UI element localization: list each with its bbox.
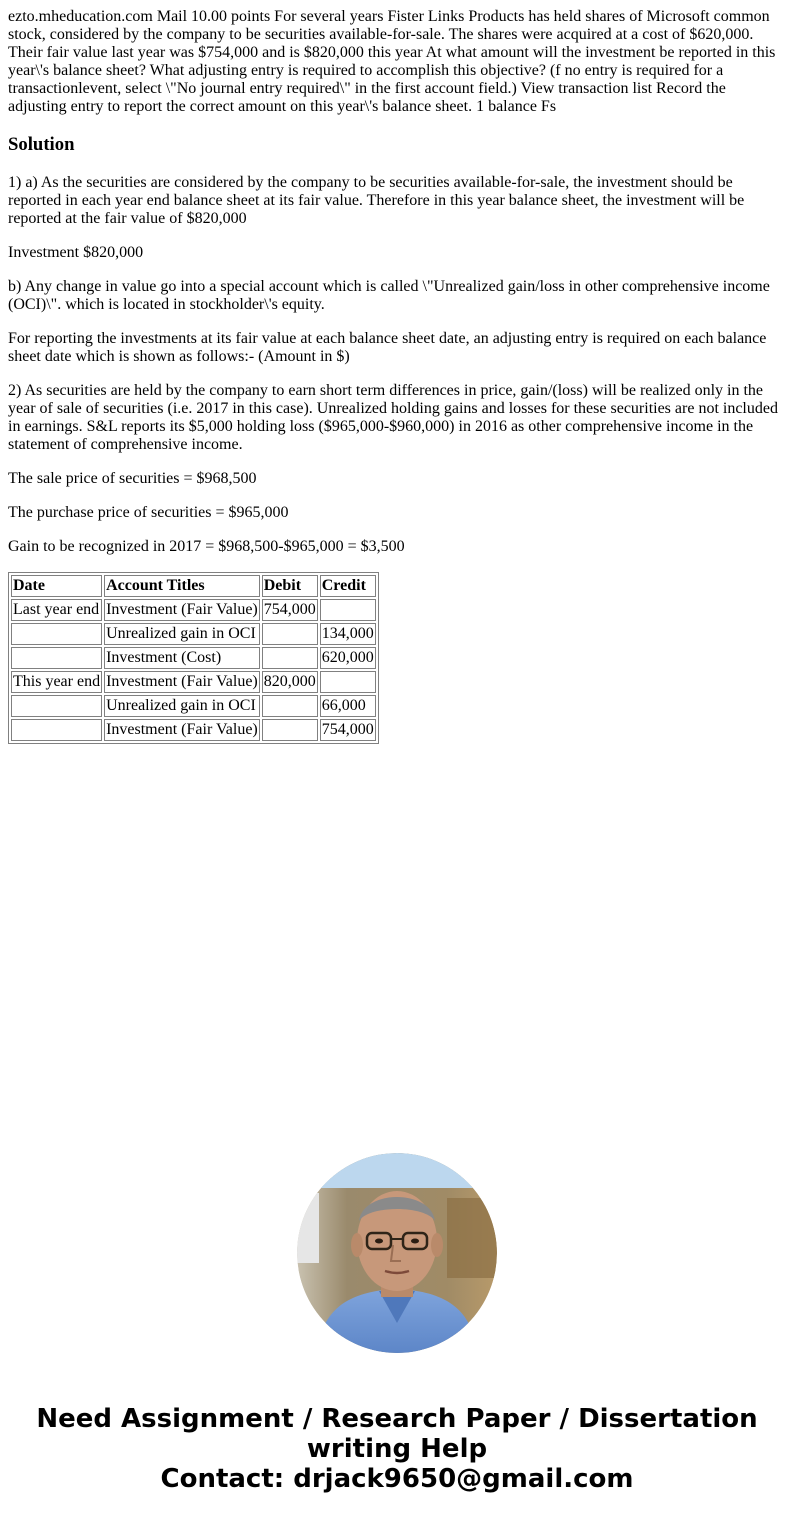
table-header-row [11,575,376,597]
cell-date [11,695,102,717]
cell-account: Investment (Fair Value) [104,719,260,741]
cell-credit [320,599,376,621]
header-credit: Credit [320,575,376,597]
header-debit: Debit [262,575,318,597]
header-date: Date [11,575,102,597]
solution-paragraph: 1) a) As the securities are considered by the company to be securities available-for-sale, the investment should be reported in each year end balance sheet at its fair value. Therefore in this year balance sheet, the investment will be reported at the fair value of $820,000 [8,174,745,227]
cell-account: Investment (Fair Value) [104,599,260,621]
cell-debit [262,647,318,669]
cell-date: This year end [11,671,102,693]
solution-heading: Solution [8,134,75,155]
cell-account: Investment (Cost) [104,647,260,669]
solution-paragraph: The purchase price of securities = $965,000 [8,504,289,521]
contact-email: Contact: drjack9650@gmail.com [160,1464,634,1494]
table-row [11,695,376,717]
cell-debit [262,719,318,741]
cell-date [11,719,102,741]
cell-credit [320,671,376,693]
table-row [11,647,376,669]
cell-date [11,647,102,669]
document-body [8,8,786,744]
contact-banner [0,1404,794,1494]
author-portrait-image [297,1153,497,1353]
cell-debit: 820,000 [262,671,318,693]
cell-account: Unrealized gain in OCI [104,695,260,717]
cell-credit: 754,000 [320,719,376,741]
solution-paragraph: For reporting the investments at its fair value at each balance sheet date, an adjusting entry is required on each balance sheet date which is shown as follows:- (Amount in $) [8,330,767,365]
journal-entry-table [8,572,379,744]
solution-paragraph: Gain to be recognized in 2017 = $968,500-$965,000 = $3,500 [8,538,405,555]
cell-debit [262,695,318,717]
solution-paragraph: The sale price of securities = $968,500 [8,470,257,487]
cell-account: Unrealized gain in OCI [104,623,260,645]
table-row [11,719,376,741]
banner-line: writing Help [306,1434,488,1464]
solution-paragraph: 2) As securities are held by the company to earn short term differences in price, gain/(loss) will be realized only in the year of sale of securities (i.e. 2017 in this case). Unrealized holding gains and losses for these securities are not included in earnings. S&L reports its $5,000 holding loss ($965,000-$960,000) in 2016 as other comprehensive income in the statement of comprehensive income. [8,382,778,453]
header-account-titles: Account Titles [104,575,260,597]
table-row [11,671,376,693]
table-row [11,623,376,645]
cell-credit: 134,000 [320,623,376,645]
solution-paragraph: b) Any change in value go into a special account which is called \"Unrealized gain/loss in other comprehensive income (OCI)\". which is located in stockholder\'s equity. [8,278,770,313]
cell-credit: 66,000 [320,695,376,717]
cell-account: Investment (Fair Value) [104,671,260,693]
cell-debit [262,623,318,645]
cell-date: Last year end [11,599,102,621]
cell-debit: 754,000 [262,599,318,621]
author-avatar [297,1153,497,1353]
table-row [11,599,376,621]
question-text: ezto.mheducation.com Mail 10.00 points For several years Fister Links Products has held shares of Microsoft common stock, considered by the company to be securities available-for-sale. The shares were acquired at a cost of $620,000. Their fair value last year was $754,000 and is $820,000 this year At what amount will the investment be reported in this year\'s balance sheet? What adjusting entry is required to accomplish this objective? (f no entry is required for a transactionlevent, select \"No journal entry required\" in the first account field.) View transaction list Record the adjusting entry to report the correct amount on this year\'s balance sheet. 1 balance Fs [8,8,776,115]
cell-credit: 620,000 [320,647,376,669]
banner-line: Need Assignment / Research Paper / Dissertation [36,1404,758,1434]
cell-date [11,623,102,645]
solution-paragraph: Investment $820,000 [8,244,144,261]
